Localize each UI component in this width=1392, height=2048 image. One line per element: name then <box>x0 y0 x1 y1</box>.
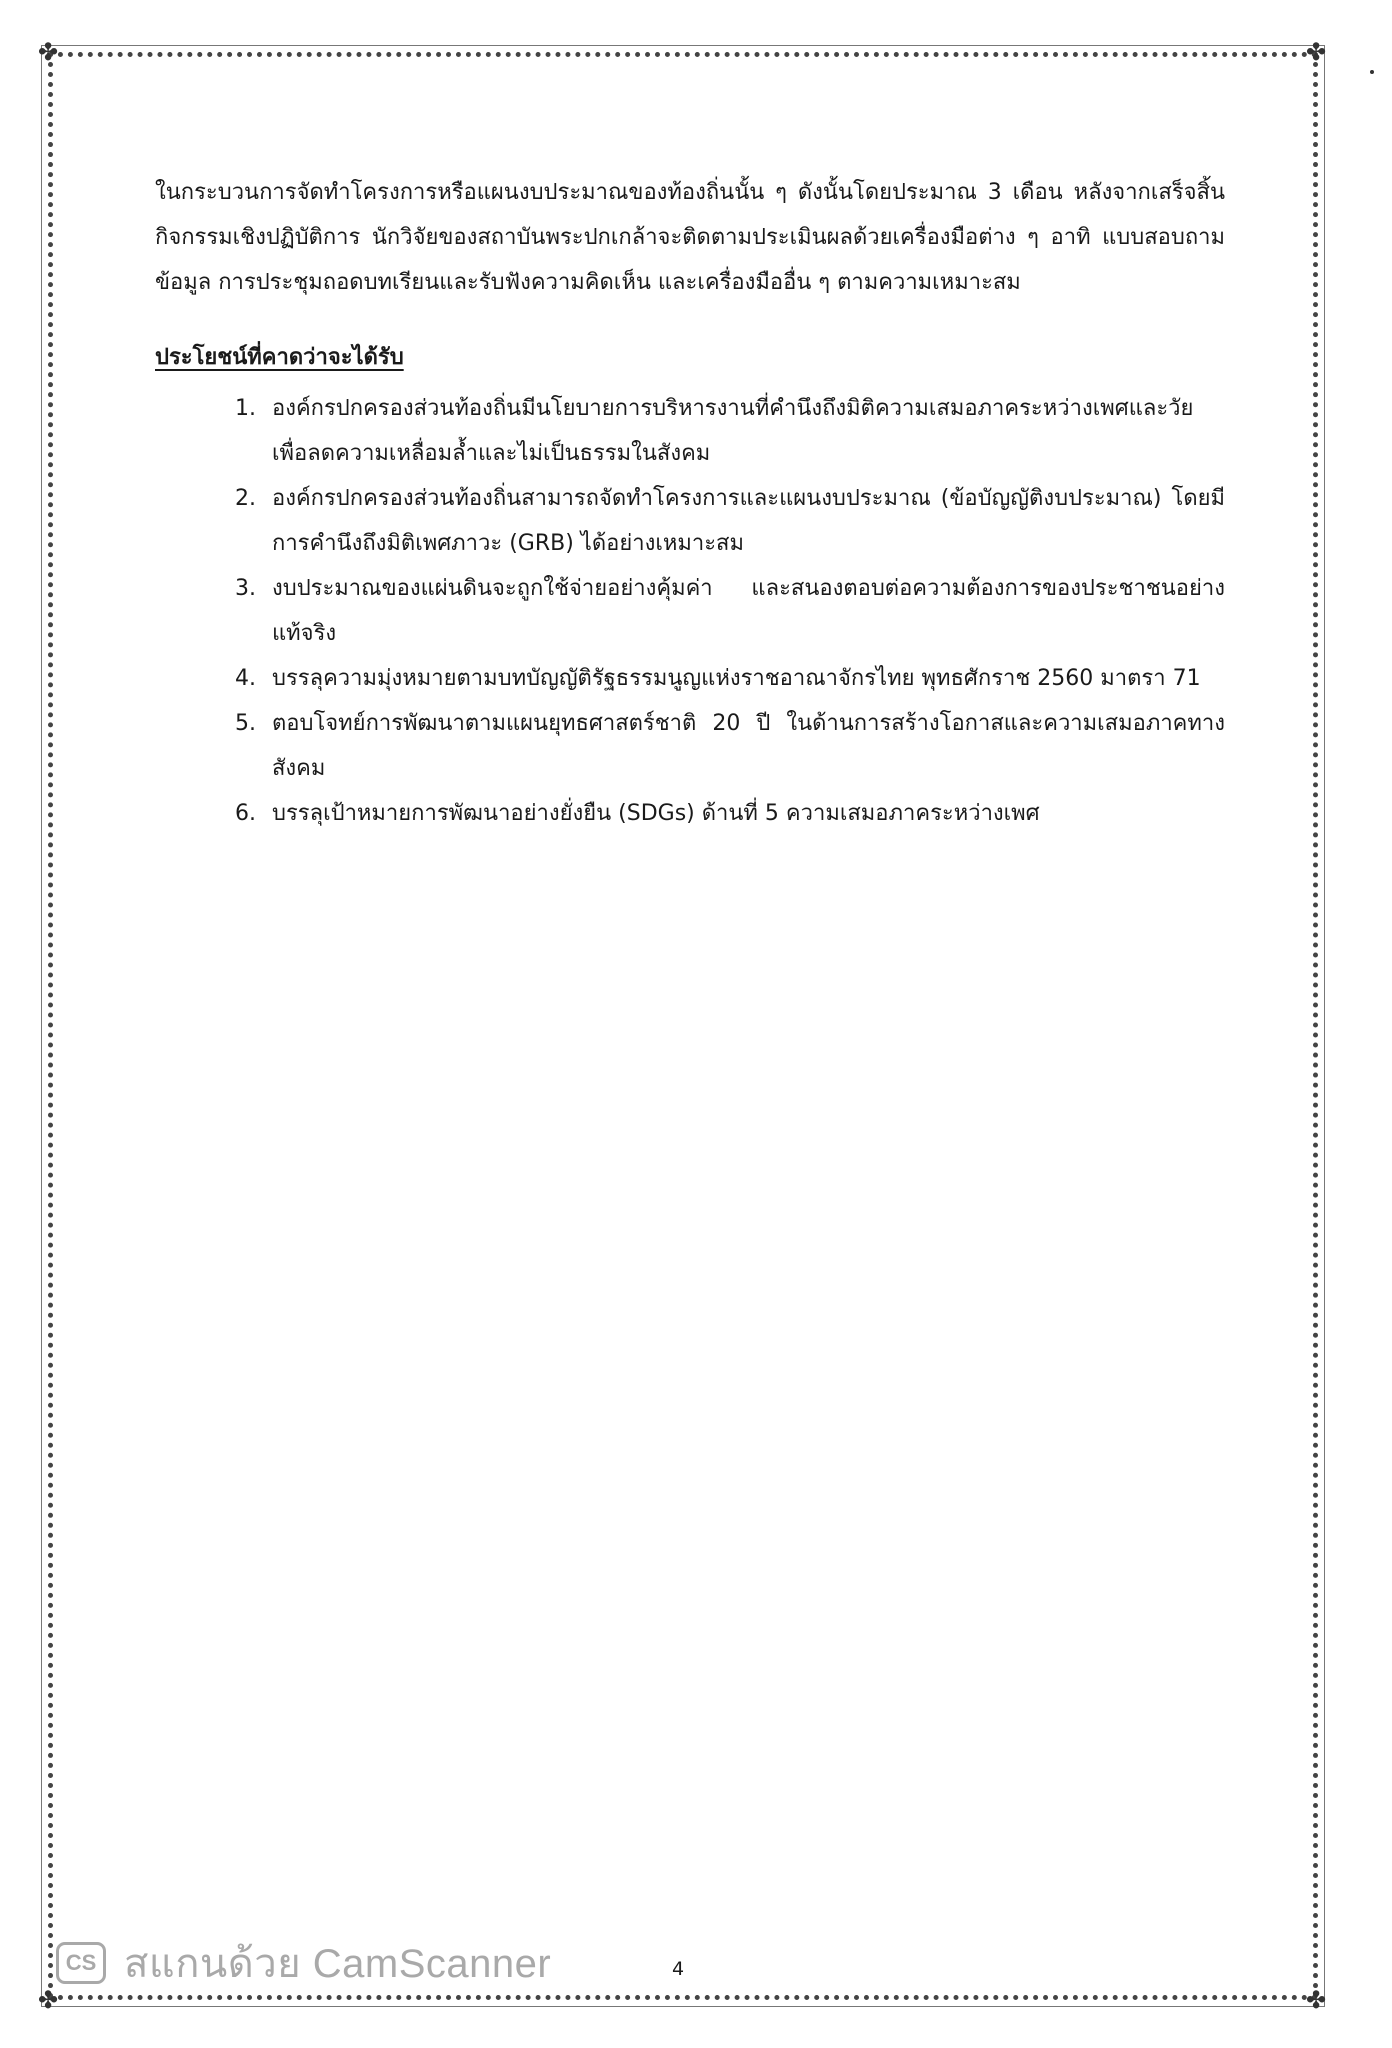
camscanner-watermark <box>56 1938 551 1988</box>
list-item-text: บรรลุเป้าหมายการพัฒนาอย่างยั่งยืน (SDGs) ด้านที่ 5 ความเสมอภาคระหว่างเพศ <box>272 801 1040 826</box>
benefits-heading: ประโยชน์ที่คาดว่าจะได้รับ <box>155 345 404 370</box>
corner-ornament-icon: ✤ <box>38 38 59 66</box>
document-body <box>155 170 1225 836</box>
list-item-text: งบประมาณของแผ่นดินจะถูกใช้จ่ายอย่างคุ้มค่า และสนองตอบต่อความต้องการของประชาชนอย่างแท้จริง <box>272 576 1225 646</box>
list-item <box>155 701 1225 791</box>
list-item <box>155 476 1225 566</box>
corner-ornament-icon: ✤ <box>1306 38 1327 66</box>
list-item <box>155 386 1225 476</box>
list-item-number: 3. <box>235 576 256 601</box>
list-item <box>155 566 1225 656</box>
list-item-text: ตอบโจทย์การพัฒนาตามแผนยุทธศาสตร์ชาติ 20 ปี ในด้านการสร้างโอกาสและความเสมอภาคทางสังคม <box>272 711 1225 781</box>
intro-paragraph: ในกระบวนการจัดทำโครงการหรือแผนงบประมาณของท้องถิ่นนั้น ๆ ดังนั้นโดยประมาณ 3 เดือน หลังจากเสร็จสิ้นกิจกรรมเชิงปฏิบัติการ นักวิจัยของสถาบันพระปกเกล้าจะติดตามประเมินผลด้วยเครื่องมือต่าง ๆ อาทิ แบบสอบถามข้อมูล การประชุมถอดบทเรียนและรับฟังความคิดเห็น และเครื่องมืออื่น ๆ ตามความเหมาะสม <box>155 180 1225 295</box>
list-item <box>155 791 1225 836</box>
list-item-text: องค์กรปกครองส่วนท้องถิ่นสามารถจัดทำโครงการและแผนงบประมาณ (ข้อบัญญัติงบประมาณ) โดยมีการคำนึงถึงมิติเพศภาวะ (GRB) ได้อย่างเหมาะสม <box>272 486 1225 556</box>
scan-speck <box>1370 70 1374 74</box>
watermark-text: สแกนด้วย CamScanner <box>124 1942 552 1986</box>
page-number: 4 <box>672 1958 685 1980</box>
list-item-number: 1. <box>235 396 256 421</box>
list-item-text: บรรลุความมุ่งหมายตามบทบัญญัติรัฐธรรมนูญแห่งราชอาณาจักรไทย พุทธศักราช 2560 มาตรา 71 <box>272 666 1201 691</box>
list-item-text: องค์กรปกครองส่วนท้องถิ่นมีนโยบายการบริหารงานที่คำนึงถึงมิติความเสมอภาคระหว่างเพศและวัย เพื่อลดความเหลื่อมล้ำและไม่เป็นธรรมในสังคม <box>272 396 1194 466</box>
list-item <box>155 656 1225 701</box>
list-item-number: 5. <box>235 711 256 736</box>
benefits-list <box>155 386 1225 836</box>
list-item-number: 2. <box>235 486 256 511</box>
corner-ornament-icon: ✤ <box>38 1986 59 2014</box>
camscanner-logo-icon: CS <box>56 1942 106 1984</box>
corner-ornament-icon: ✤ <box>1306 1986 1327 2014</box>
list-item-number: 6. <box>235 801 256 826</box>
list-item-number: 4. <box>235 666 256 691</box>
